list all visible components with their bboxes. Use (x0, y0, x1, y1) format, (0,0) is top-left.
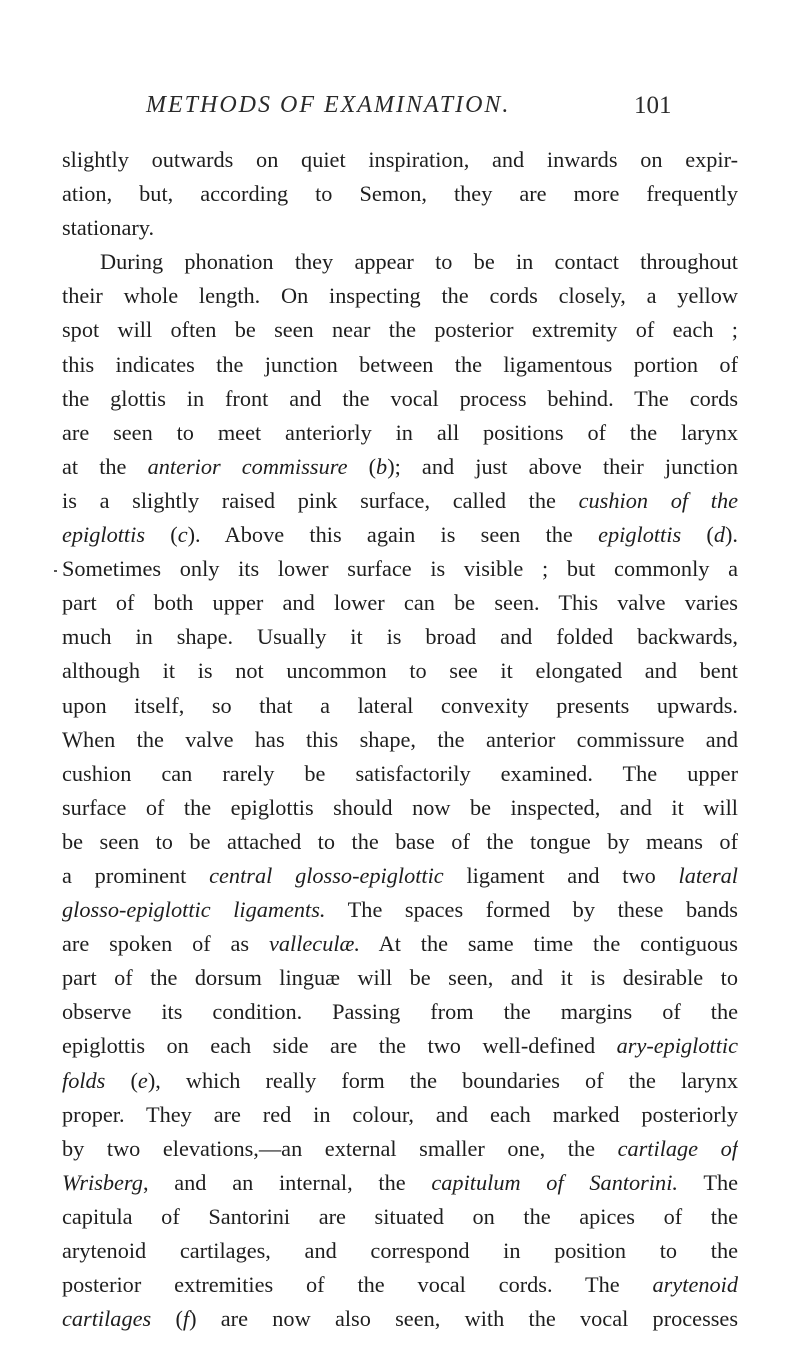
text-line: although it is not uncommon to see it elongated and bent (62, 658, 738, 684)
text-line: part of both upper and lower can be seen. This valve varies (62, 590, 738, 616)
italic-term: glosso-epiglottic ligaments. (62, 897, 326, 923)
text-line: slightly outwards on quiet inspiration, and inwards on expir- (62, 147, 738, 172)
text-line: is a slightly raised pink surface, called the cushion of the (62, 487, 738, 513)
text-line: this indicates the junction between the ligamentous portion of (62, 351, 738, 377)
italic-term: ary-epiglottic (616, 1033, 738, 1059)
text-line: a prominent central glosso-epiglottic ligament and two lateral (62, 862, 738, 888)
italic-term: central glosso-epiglottic (209, 862, 444, 888)
italic-term: folds (62, 1067, 106, 1093)
text-line: their whole length. On inspecting the cords closely, a yellow (62, 283, 738, 309)
text-line: Wrisberg, and an internal, the capitulum of Santorini. The (62, 1169, 738, 1195)
text-line: observe its condition. Passing from the margins of the (62, 999, 738, 1025)
italic-term: arytenoid (652, 1272, 738, 1298)
text-line: folds (e), which really form the boundaries of the larynx (62, 1067, 738, 1093)
italic-term: lateral (678, 862, 738, 888)
text-line: posterior extremities of the vocal cords. The arytenoid (62, 1272, 738, 1298)
stray-mark (54, 570, 57, 572)
text-line: much in shape. Usually it is broad and folded backwards, (62, 624, 738, 650)
text-line: glosso-epiglottic ligaments. The spaces formed by these bands (62, 897, 738, 923)
text-line: During phonation they appear to be in contact throughout (100, 249, 738, 275)
text-line: upon itself, so that a lateral convexity presents upwards. (62, 692, 738, 718)
italic-term: Wrisberg (62, 1169, 143, 1195)
italic-term: cartilages (62, 1306, 152, 1332)
text-line: are seen to meet anteriorly in all positions of the larynx (62, 419, 738, 445)
text-line: epiglottis on each side are the two well-defined ary-epiglottic (62, 1033, 738, 1059)
text-line: by two elevations,—an external smaller one, the cartilage of (62, 1135, 738, 1161)
figure-letter: f (182, 1306, 190, 1332)
italic-term: anterior commissure (147, 453, 348, 479)
text-line: surface of the epiglottis should now be inspected, and it will (62, 794, 738, 820)
figure-letter: e (137, 1067, 148, 1093)
page-number: 101 (634, 92, 672, 119)
figure-letter: b (376, 453, 388, 479)
text-line: cushion can rarely be satisfactorily examined. The upper (62, 760, 738, 786)
text-line: be seen to be attached to the base of the tongue by means of (62, 828, 738, 854)
text-line: cartilages (f) are now also seen, with the vocal processes (62, 1306, 738, 1332)
italic-term: epiglottis (598, 522, 682, 548)
text-line: arytenoid cartilages, and correspond in position to the (62, 1238, 738, 1263)
text-line: the glottis in front and the vocal process behind. The cords (62, 385, 738, 411)
figure-letter: c (177, 522, 188, 548)
text-line: capitula of Santorini are situated on the apices of the (62, 1203, 738, 1229)
text-line: at the anterior commissure (b); and just above their junction (62, 453, 738, 479)
text-line: part of the dorsum linguæ will be seen, and it is desirable to (62, 965, 738, 991)
text-line: stationary. (62, 215, 155, 241)
text-line: ation, but, according to Semon, they are more frequently (62, 181, 738, 207)
italic-term: cartilage of (617, 1135, 738, 1161)
running-head: METHODS OF EXAMINATION. (146, 92, 511, 118)
italic-term: cushion of the (578, 487, 738, 513)
text-line: proper. They are red in colour, and each marked posteriorly (62, 1101, 738, 1127)
italic-term: capitulum of Santorini. (431, 1169, 678, 1195)
text-line: epiglottis (c). Above this again is seen the epiglottis (d). (62, 522, 738, 548)
figure-letter: d (713, 522, 725, 548)
text-line: Sometimes only its lower surface is visible ; but commonly a (62, 556, 738, 582)
text-line: are spoken of as valleculæ. At the same time the contiguous (62, 931, 738, 957)
body-text (62, 143, 738, 1336)
text-line: When the valve has this shape, the anterior commissure and (62, 726, 738, 752)
text-line: spot will often be seen near the posterior extremity of each ; (62, 317, 738, 343)
italic-term: epiglottis (62, 522, 145, 548)
italic-term: valleculæ. (268, 931, 360, 957)
